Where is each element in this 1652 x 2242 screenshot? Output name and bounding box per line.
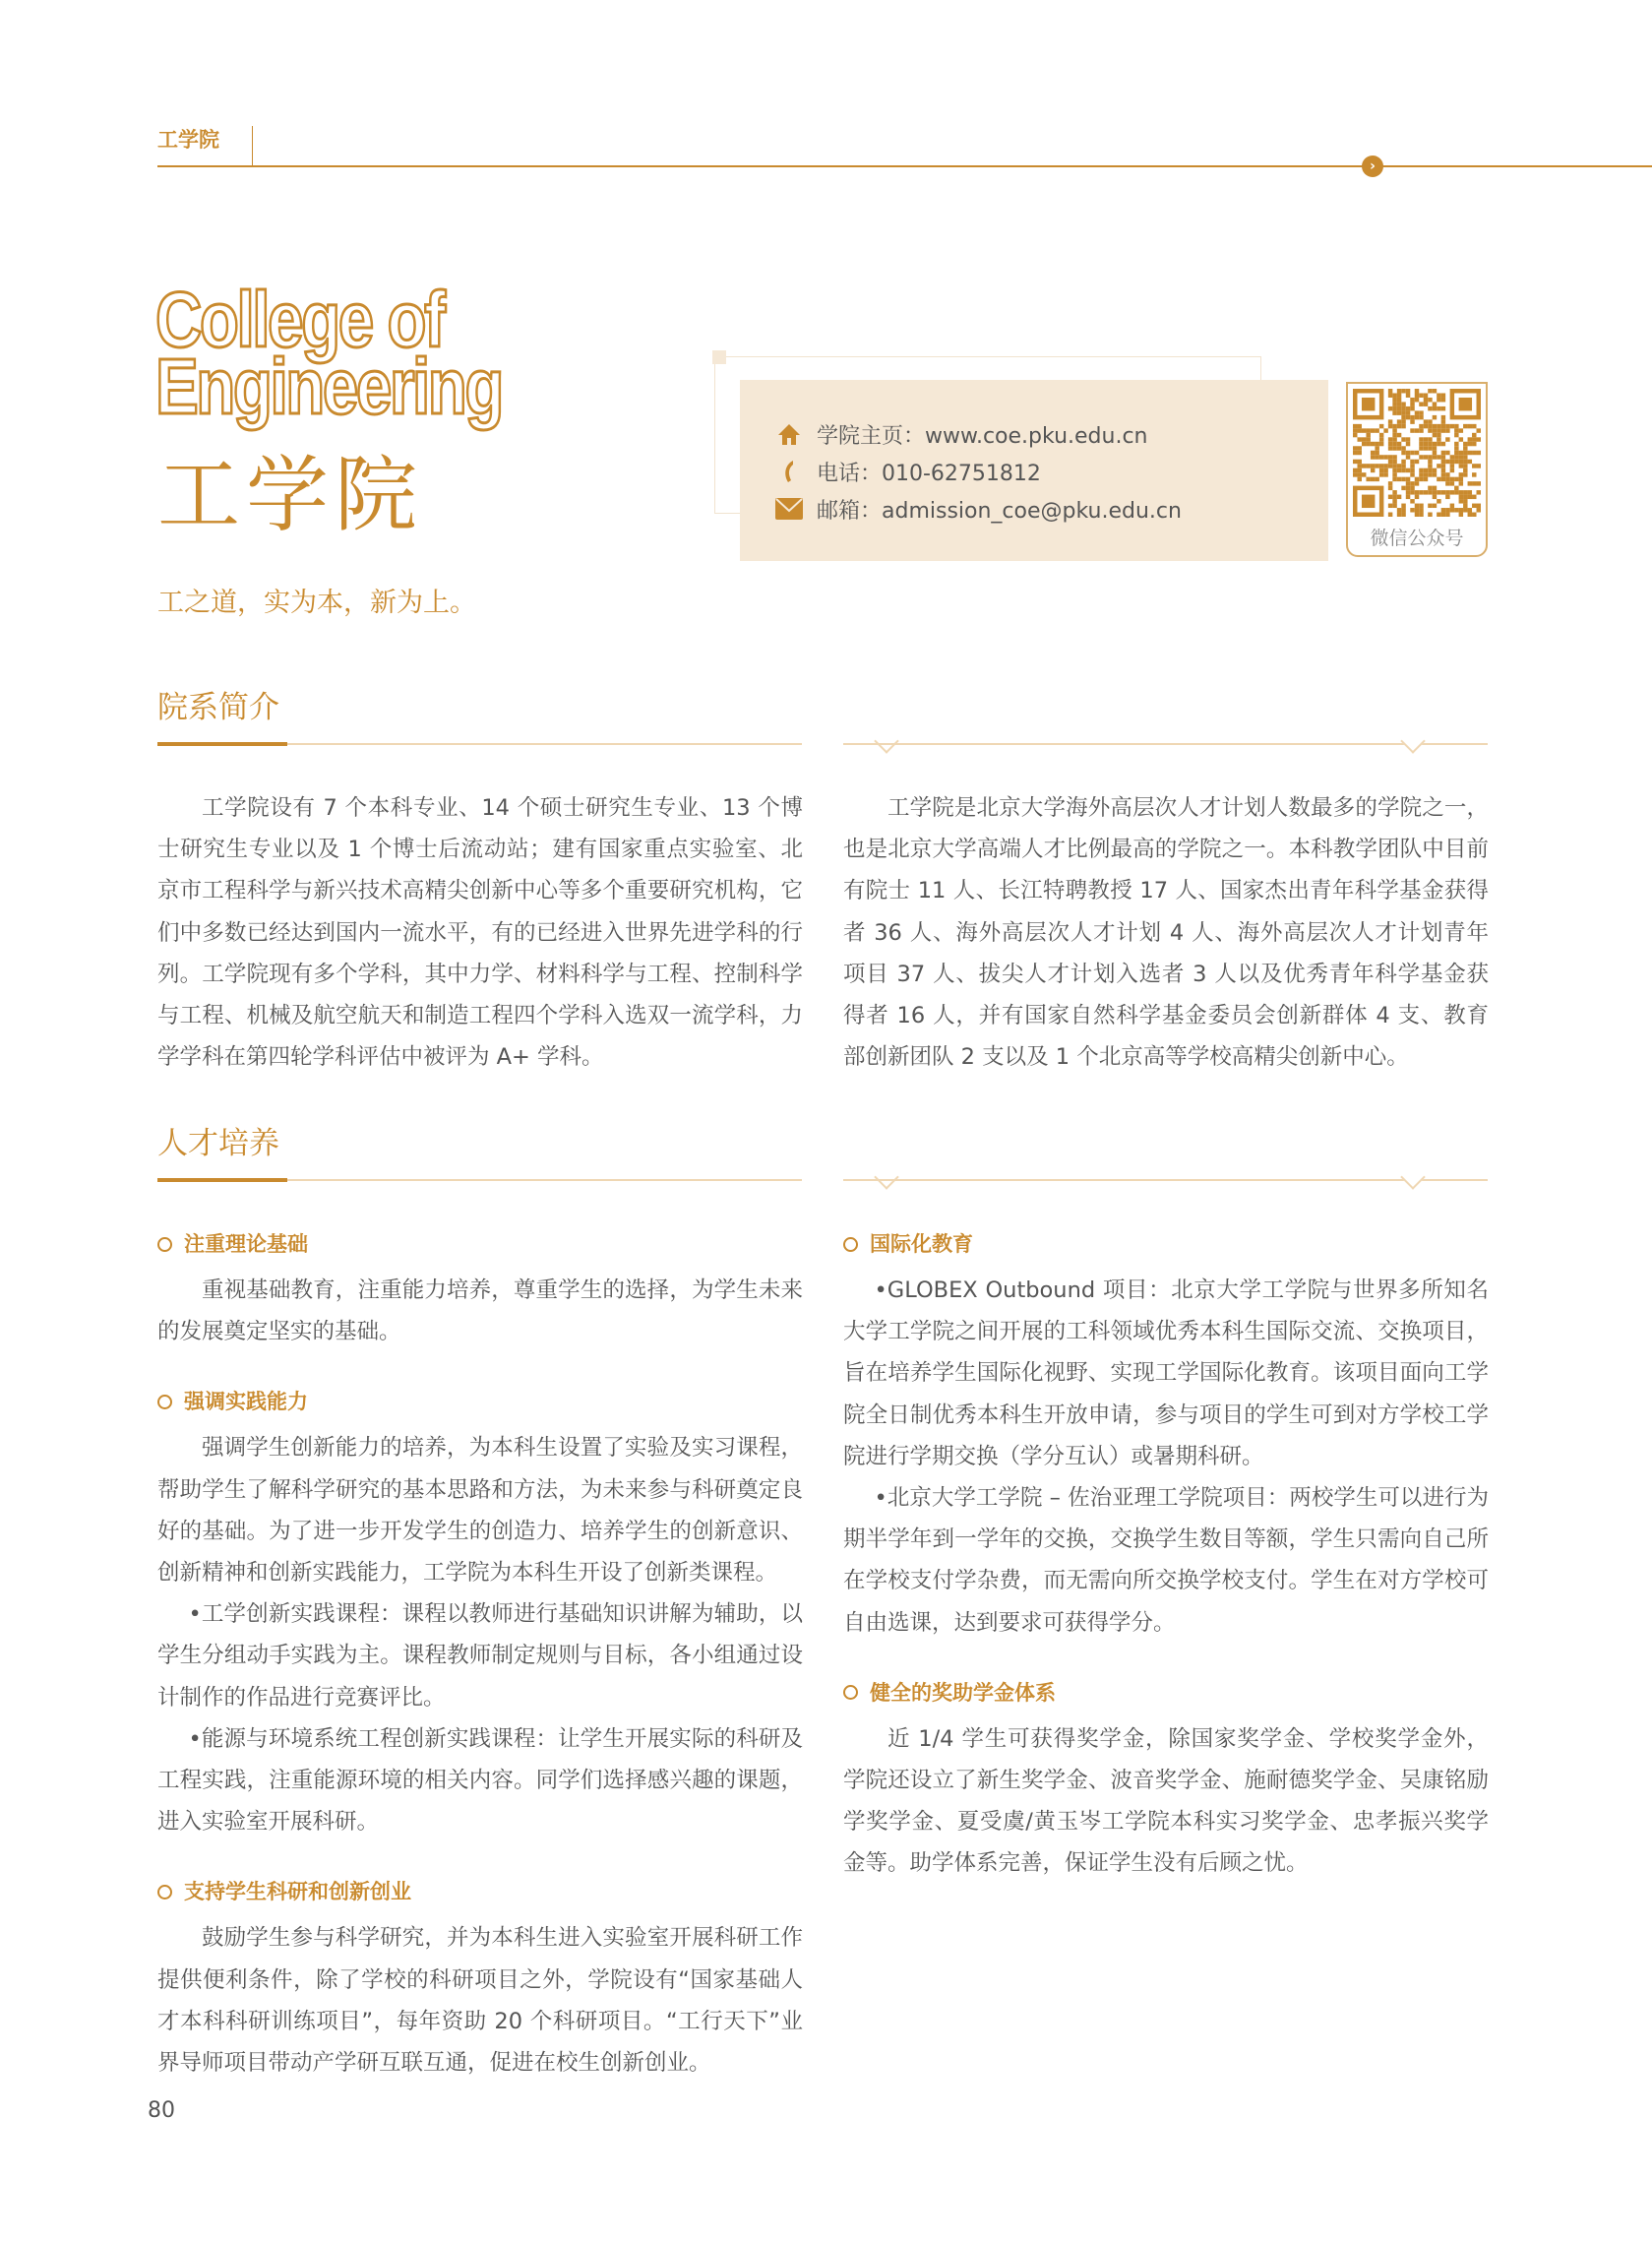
subsection-heading [843,1230,1489,1258]
intro-left-text: 工学院设有 7 个本科专业、14 个硕士研究生专业、13 个博士研究生专业以及 1 个博士后流动站；建有国家重点实验室、北京市工程科学与新兴技术高精尖创新中心等多个重要研究机构，它们中多数已经达到国内一流水平，有的已经进入世界先进学科的行列。工学院现有多个学科，其中力学、材料科学与工程、控制科学与工程、机械及航空航天和制造工程四个学科入选双一流学科，力学学科在第四轮学科评估中被评为 A+ 学科。 [157,795,803,1071]
qr-code-image [1348,384,1486,522]
subsection-heading [843,1679,1489,1707]
intro-right-text: 工学院是北京大学海外高层次人才计划人数最多的学院之一，也是北京大学高端人才比例最高的学院之一。本科教学团队中目前有院士 11 人、长江特聘教授 17 人、国家杰出青年科学基金获得者 36 人、海外高层次人才计划 4 人、海外高层次人才计划青年项目 37 人、拔尖人才计划入选者 3 人以及优秀青年科学基金获得者 16 人，并有国家自然科学基金委员会创新群体 4 支、教育部创新团队 2 支以及 1 个北京高等学校高精尖创新中心。 [843,795,1489,1071]
mail-icon [775,496,803,522]
subsection-title: 国际化教育 [870,1232,973,1256]
subsection-heading [157,1388,803,1415]
home-icon [775,421,803,447]
paragraph: 鼓励学生参与科学研究，并为本科生进入实验室开展科研工作提供便利条件，除了学校的科研项目之外，学院设有“国家基础人才本科科研训练项目”，每年资助 20 个科研项目。“工行天下”业界导师项目带动产学研互联互通，促进在校生创新创业。 [157,1925,803,2077]
page-number: 80 [148,2098,175,2123]
bullet-paragraph: •北京大学工学院 – 佐治亚理工学院项目：两校学生可以进行为期半学年到一学年的交换，交换学生数目等额，学生只需向自己所在学校支付学杂费，而无需向所交换学校支付。学生在对方学校可自由选课，达到要求可获得学分。 [843,1485,1489,1636]
contact-phone [775,453,1328,490]
chevron-right-icon: › [1362,156,1383,177]
subsection-heading [157,1878,803,1905]
talent-left-column [157,1230,803,2084]
phone-text: 电话：010-62751812 [817,461,1041,486]
circle-bullet-icon [843,1685,858,1700]
section-rule [843,1179,1488,1181]
subsection-title: 健全的奖助学金体系 [870,1680,1056,1705]
wechat-qr-code [1346,382,1488,557]
section-title-talent: 人才培养 [157,1126,279,1161]
section-rule [843,743,1488,745]
circle-bullet-icon [157,1395,172,1409]
section-title-intro: 院系简介 [157,690,279,725]
circle-bullet-icon [157,1885,172,1899]
contact-email [775,490,1328,528]
homepage-text[interactable]: 学院主页：www.coe.pku.edu.cn [817,423,1148,449]
bullet-paragraph: •GLOBEX Outbound 项目：北京大学工学院与世界多所知名大学工学院之间开展的工科领域优秀本科生国际交流、交换项目，旨在培养学生国际化视野、实现工学国际化教育。该项目面向工学院全日制优秀本科生开放申请，参与项目的学生可到对方学校工学院进行学期交换（学分互认）或暑期科研。 [843,1277,1489,1469]
subsection-heading [157,1230,803,1258]
talent-right-column [843,1230,1489,1885]
circle-bullet-icon [157,1237,172,1252]
section-rule [157,1179,802,1181]
contact-panel [740,380,1328,561]
paragraph: 重视基础教育，注重能力培养，尊重学生的选择，为学生未来的发展奠定坚实的基础。 [157,1277,803,1345]
english-title-line2: Engineering [155,343,502,430]
bullet-paragraph: •工学创新实践课程：课程以教师进行基础知识讲解为辅助，以学生分组动手实践为主。课程教师制定规则与目标，各小组通过设计制作的作品进行竞赛评比。 [157,1601,803,1711]
header-rule [157,165,1652,167]
qr-label: 微信公众号 [1370,528,1464,549]
header-divider [252,126,253,165]
running-header-label: 工学院 [157,128,219,152]
intro-left-column [157,787,803,1078]
section-rule [157,743,802,745]
phone-icon [775,459,803,484]
subsection-title: 强调实践能力 [184,1390,308,1414]
paragraph: 强调学生创新能力的培养，为本科生设置了实验及实习课程，帮助学生了解科学研究的基本思路和方法，为未来参与科研奠定良好的基础。为了进一步开发学生的创造力、培养学生的创新意识、创新精神和创新实践能力，工学院为本科生开设了创新类课程。 [157,1435,803,1587]
subsection-title: 注重理论基础 [184,1232,308,1256]
subsection-title: 支持学生科研和创新创业 [184,1880,411,1904]
english-title-line1: College of [155,276,444,363]
decorative-square [712,350,726,364]
contact-homepage [775,415,1328,453]
circle-bullet-icon [843,1237,858,1252]
email-text[interactable]: 邮箱：admission_coe@pku.edu.cn [817,498,1182,524]
intro-right-column [843,787,1489,1078]
bullet-paragraph: •能源与环境系统工程创新实践课程：让学生开展实际的科研及工程实践，注重能源环境的相关内容。同学们选择感兴趣的课题，进入实验室开展科研。 [157,1725,803,1836]
paragraph: 近 1/4 学生可获得奖学金，除国家奖学金、学校奖学金外，学院还设立了新生奖学金、波音奖学金、施耐德奖学金、吴康铭励学奖学金、夏受虞/黄玉岑工学院本科实习奖学金、忠孝振兴奖学金等。助学体系完善，保证学生没有后顾之忧。 [843,1725,1489,1877]
chinese-title: 工学院 [157,447,424,543]
tagline: 工之道，实为本，新为上。 [157,588,476,618]
